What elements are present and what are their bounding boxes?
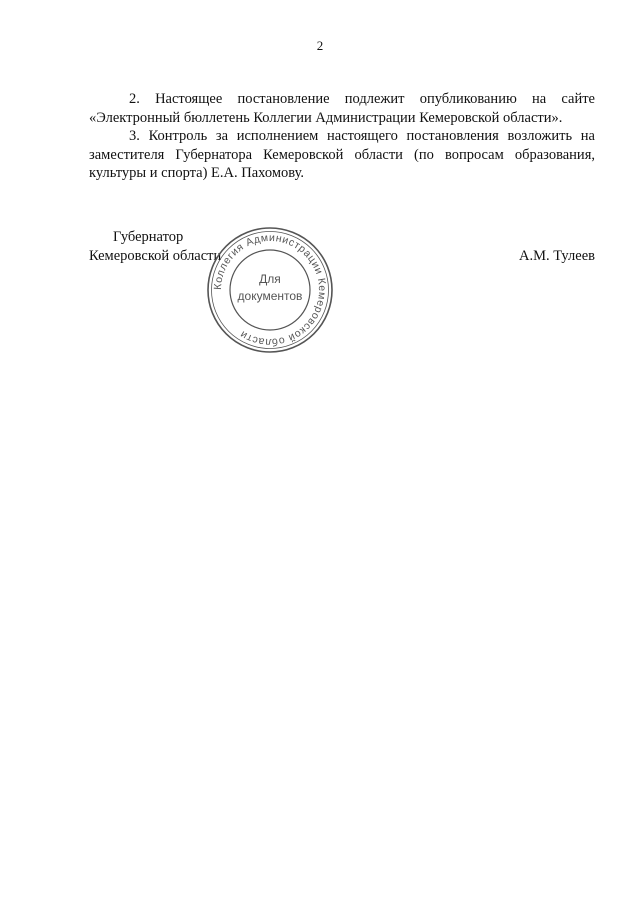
paragraph-control: 3. Контроль за исполнением настоящего постановления возложить на заместителя Губернатора Кемеровской области (по вопросам образования, культуры и спорта) Е.А. Пахомову. (89, 128, 595, 181)
signatory-title: Губернатор (113, 229, 184, 245)
body-text (89, 90, 595, 183)
paragraph-publication: 2. Настоящее постановление подлежит опубликованию на сайте «Электронный бюллетень Коллегии Администрации Кемеровской области». (89, 91, 595, 126)
signature-row (89, 247, 595, 266)
official-seal (205, 225, 335, 355)
seal-center-line2: документов (237, 289, 303, 303)
page-number: 2 (316, 38, 324, 53)
seal-center-line1: Для (259, 272, 281, 286)
signatory-name: А.М. Тулеев (519, 247, 595, 264)
signatory-region: Кемеровской области (89, 247, 222, 264)
signature-block (89, 228, 595, 265)
seal-ring-text: Коллегия Администрации Кемеровской области (211, 231, 329, 349)
